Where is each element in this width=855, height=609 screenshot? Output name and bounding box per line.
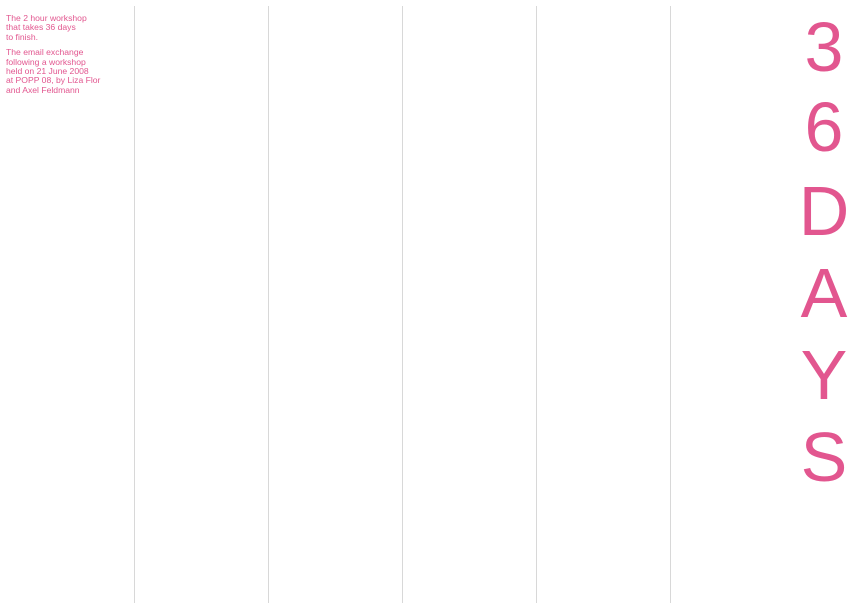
fold-line (402, 6, 403, 603)
big-digit: 6 (804, 88, 844, 166)
big-word (793, 172, 855, 504)
text-column-6 (676, 10, 788, 600)
fold-line (670, 6, 671, 603)
big-number (793, 8, 855, 172)
headline (6, 14, 128, 42)
headline-line: The 2 hour workshop (6, 13, 87, 23)
headline-line: to finish. (6, 31, 39, 42)
fold-line (134, 6, 135, 603)
intro-line: following a workshop (6, 56, 86, 67)
headline-line: that takes 36 days (6, 22, 76, 33)
big-letter: S (800, 418, 848, 496)
big-letter: D (798, 172, 850, 250)
big-digit: 3 (804, 8, 844, 86)
fold-line (268, 6, 269, 603)
fold-line (536, 6, 537, 603)
text-column-3 (274, 10, 396, 600)
text-column-1 (6, 10, 128, 600)
intro-line: held on 21 June 2008 (6, 66, 89, 77)
intro-line: The email exchange (6, 47, 84, 58)
intro (6, 48, 128, 95)
intro-line: and Axel Feldmann (6, 84, 80, 95)
text-column-5 (542, 10, 664, 600)
text-column-4 (408, 10, 530, 600)
big-letter: A (800, 254, 848, 332)
intro-line: at POPP 08, by Liza Flor (6, 75, 101, 86)
big-letter: Y (800, 336, 848, 414)
text-column-2 (140, 10, 262, 600)
